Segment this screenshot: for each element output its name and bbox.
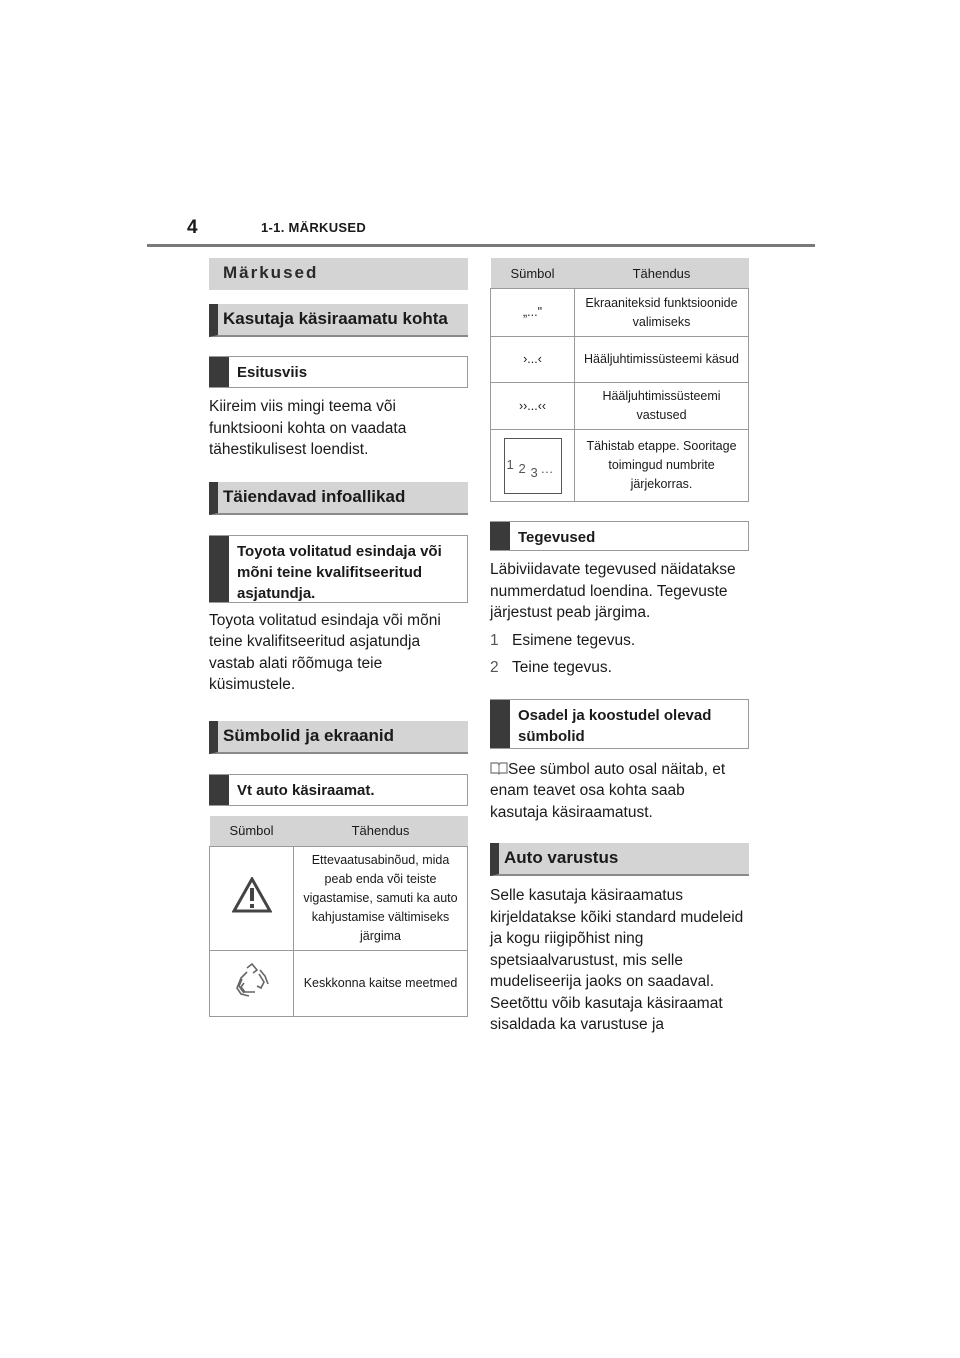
column-header-meaning: Tähendus: [294, 816, 468, 847]
subheading-box-see-manual: [209, 774, 468, 806]
warning-triangle-icon: [232, 877, 272, 913]
subheading-text: Vt auto käsiraamat.: [237, 781, 375, 799]
table-row: [210, 846, 468, 950]
section-heading-text: Täiendavad infoallikad: [223, 486, 406, 506]
section-heading-info-sources: [209, 482, 468, 515]
subheading-text: Osadel ja koostudel olevad sümbolid: [518, 706, 712, 745]
step-number: 1: [490, 631, 499, 649]
page-number: 4: [187, 217, 198, 238]
main-heading-band: [209, 258, 468, 290]
step-text: Esimene tegevus.: [512, 631, 636, 649]
symbols-table-left: [209, 816, 468, 1017]
subheading-box-actions: [490, 521, 749, 551]
step-numbers-icon: 1 2 3 …: [504, 438, 562, 494]
recycle-icon: [233, 962, 271, 998]
symbol-cell: ›...‹: [491, 337, 575, 383]
section-heading-equipment: [490, 843, 749, 876]
meaning-cell: Hääljuhtimissüsteemi vastused: [575, 383, 749, 430]
step-number: 2: [490, 659, 499, 676]
meaning-cell: Hääljuhtimissüsteemi käsud: [575, 337, 749, 383]
column-header-meaning: Tähendus: [575, 258, 749, 289]
symbol-cell: ››...‹‹: [491, 383, 575, 430]
left-column: [209, 258, 468, 1017]
column-header-symbol: Sümbol: [210, 816, 294, 847]
table-row: [491, 430, 749, 502]
section-heading-text: Auto varustus: [504, 848, 619, 867]
list-item: [490, 657, 749, 679]
table-row: [491, 337, 749, 383]
meaning-cell: Keskkonna kaitse meetmed: [294, 950, 468, 1016]
paragraph-equipment: Selle kasutaja käsiraamatus kirjeldatakse kõiki standard mudeleid ja kogu riigipõhist ning spetsiaalvarustust, mis selle mudeliseerija jaoks on saadaval. Seetõttu võib kasutaja käsiraamat sisaldada ka varustuse ja: [490, 887, 744, 1033]
subheading-box-presentation: [209, 356, 468, 388]
subheading-box-parts: [490, 699, 749, 749]
section-heading-symbols: [209, 721, 468, 754]
paragraph-parts: [490, 759, 745, 824]
book-icon: [490, 761, 508, 775]
table-row: [210, 950, 468, 1016]
section-heading-text: Sümbolid ja ekraanid: [223, 725, 394, 745]
column-header-symbol: Sümbol: [491, 258, 575, 289]
paragraph-parts-text: See sümbol auto osal näitab, et enam teavet osa kohta saab kasutaja käsiraamatust.: [490, 760, 726, 821]
section-heading-user-manual: [209, 304, 468, 337]
table-row: [491, 383, 749, 430]
paragraph-dealer: Toyota volitatud esindaja või mõni teine kvalifitseeritud asjatundja vastab alati rõõmuga teie küsimustele.: [209, 611, 441, 693]
section-title: 1-1. MÄRKUSED: [261, 220, 367, 235]
subheading-text: Esitusviis: [237, 364, 308, 381]
header-rule: [147, 244, 815, 247]
subheading-text: Toyota volitatud esindaja või mõni teine kvalifitseeritud asjatundja.: [237, 542, 442, 602]
table-row: [491, 289, 749, 337]
meaning-cell: Tähistab etappe. Sooritage toimingud numbrite järjekorras.: [575, 430, 749, 502]
meaning-cell: Ekraaniteksid funktsioonide valimiseks: [575, 289, 749, 337]
main-heading: Märkused: [223, 263, 319, 282]
paragraph-presentation: Kiireim viis mingi teema või funktsiooni kohta on vaadata tähestikulisest loendist.: [209, 398, 407, 458]
subheading-box-dealer: [209, 535, 468, 603]
right-column: [490, 258, 749, 1036]
subheading-text: Tegevused: [518, 529, 596, 546]
list-item: [490, 630, 749, 652]
meaning-cell: Ettevaatusabinõud, mida peab enda või teiste vigastamise, samuti ka auto kahjustamise vältimiseks järgima: [294, 846, 468, 950]
paragraph-actions: Läbiviidavate tegevused näidatakse nummerdatud loendina. Tegevuste järjestust peab järgima.: [490, 561, 736, 621]
section-heading-text: Kasutaja käsiraamatu kohta: [223, 309, 448, 328]
step-text: Teine tegevus.: [512, 659, 612, 676]
symbols-table-right: [490, 258, 749, 502]
symbol-cell: „...": [491, 289, 575, 337]
